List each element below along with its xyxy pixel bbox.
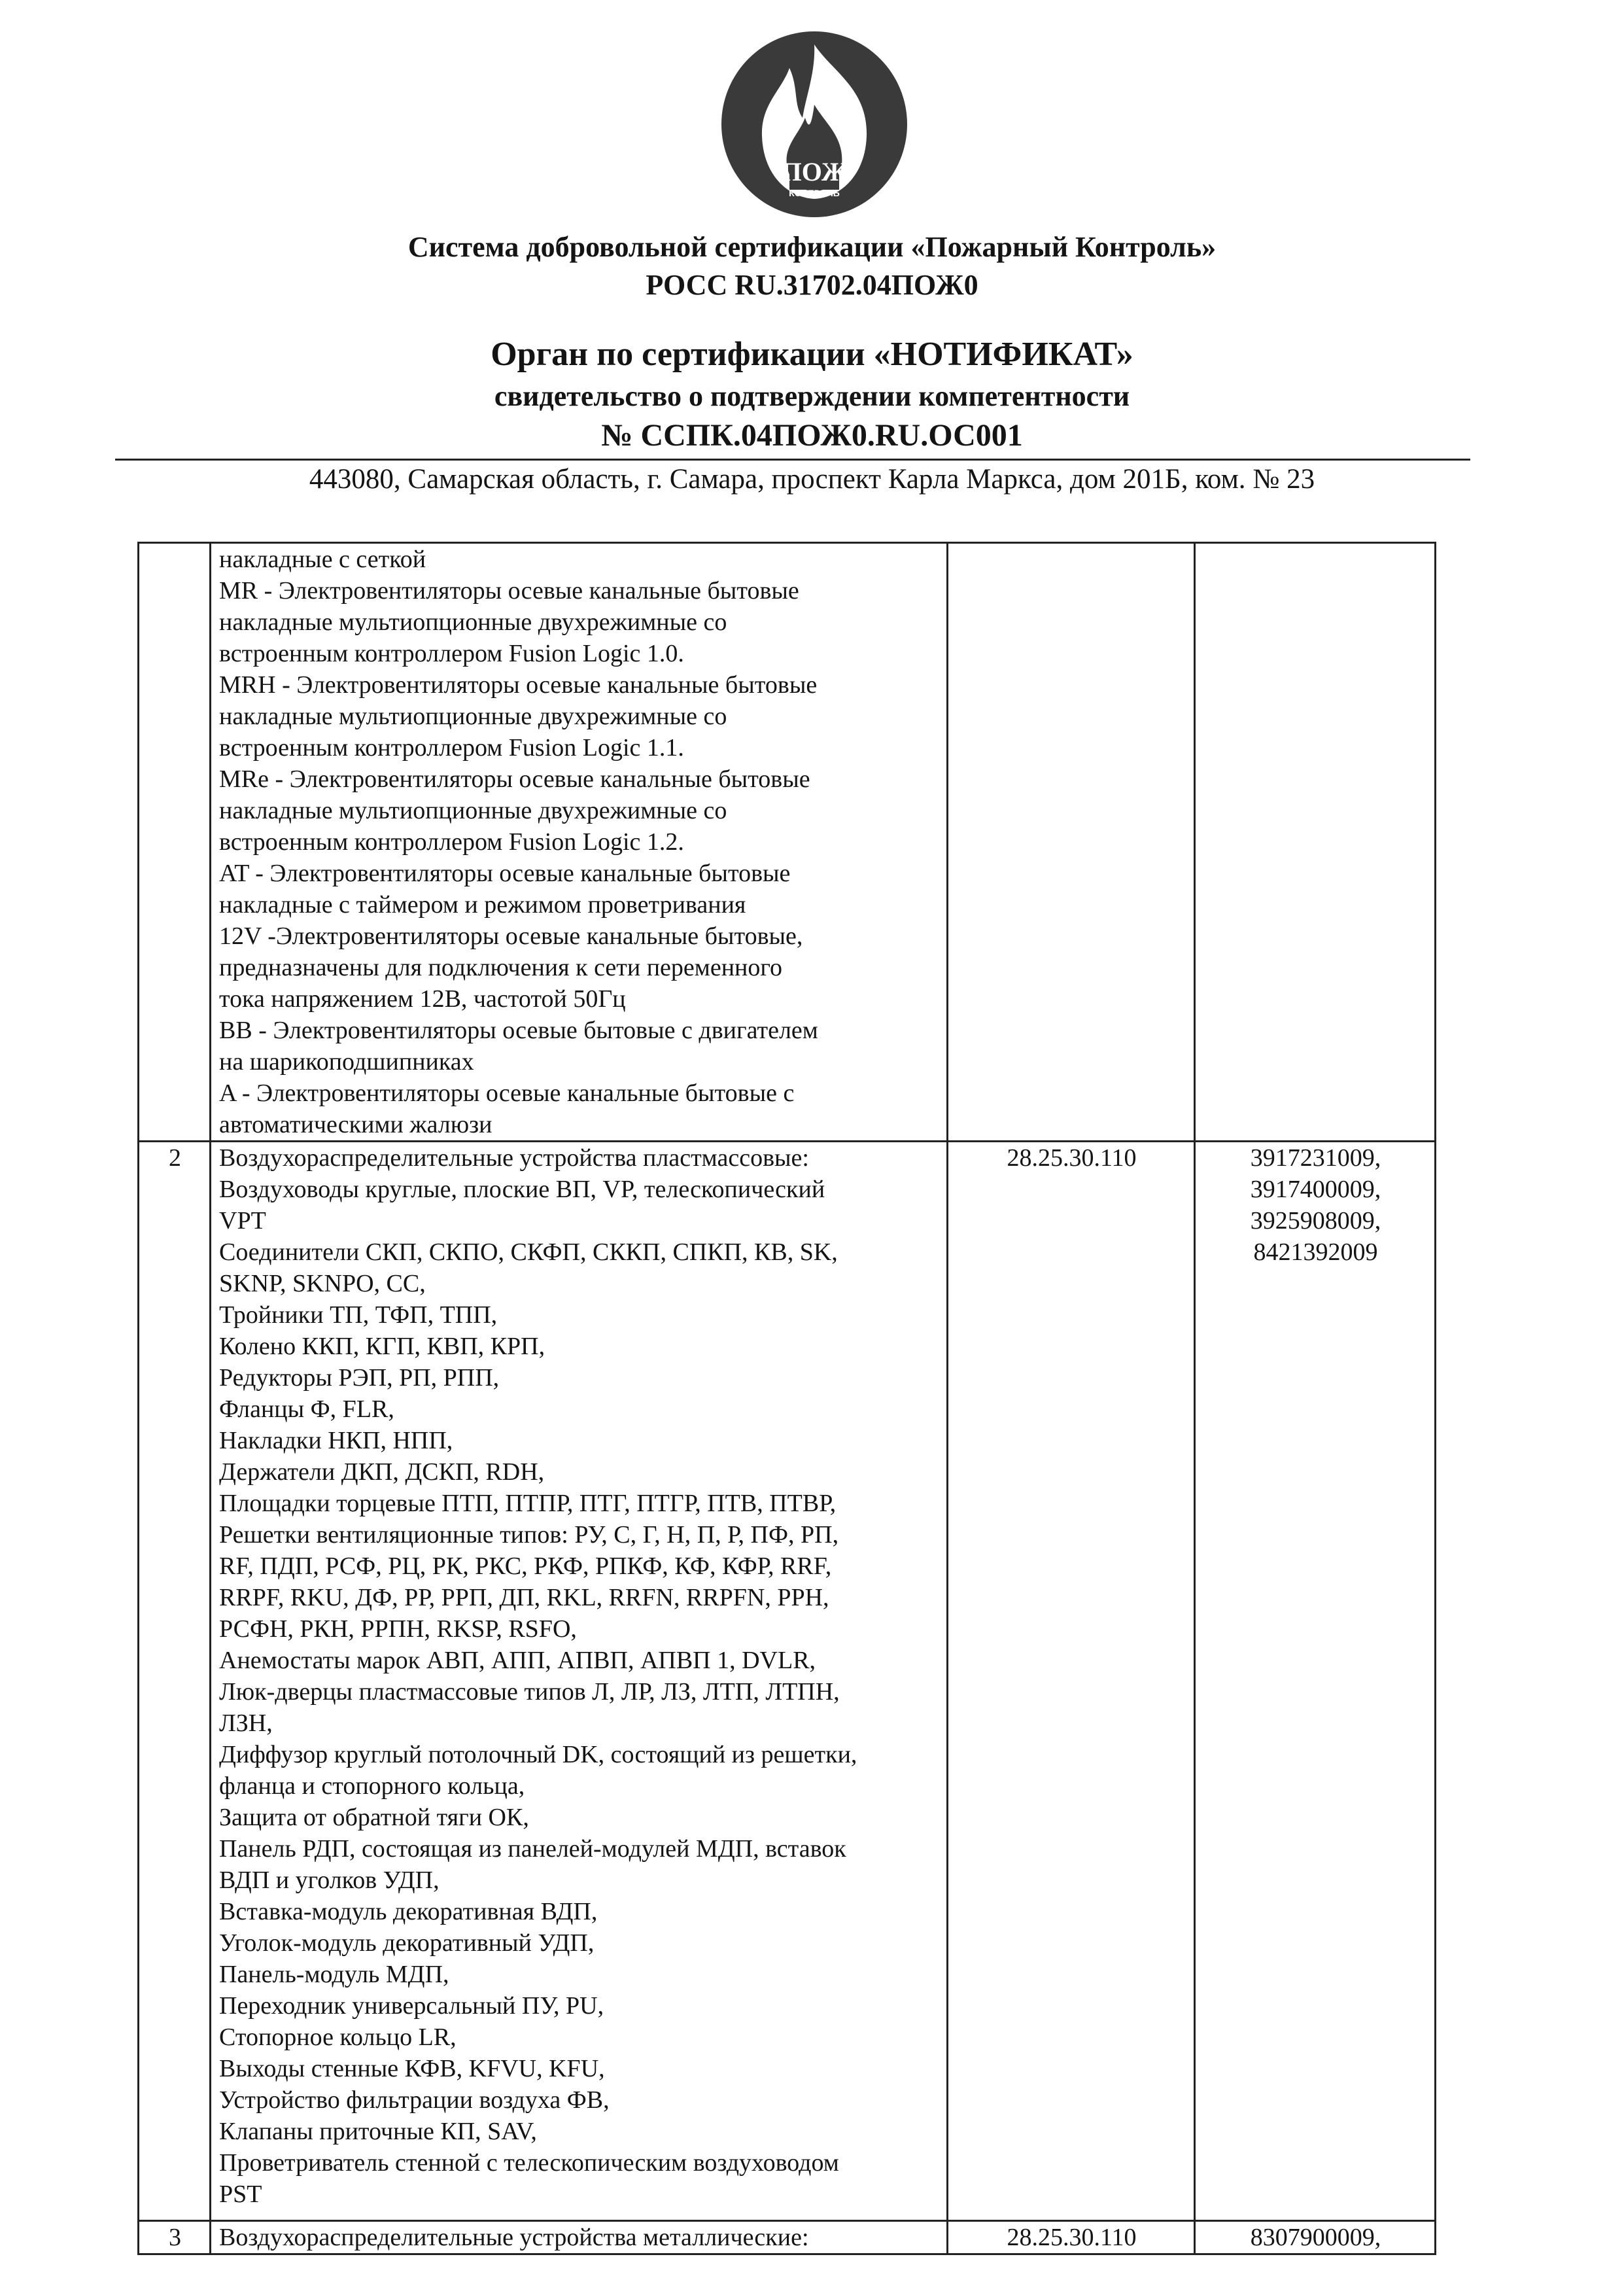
description-line: 12V -Электровентиляторы осевые канальные бытовые, [219, 922, 803, 950]
tnved-code: 3925908009, [1250, 1207, 1381, 1235]
description-line: Панель-модуль МДП, [219, 1961, 449, 1988]
okpd2-code: 28.25.30.110 [948, 2221, 1195, 2254]
description-line: A - Электровентиляторы осевые канальные бытовые с [219, 1079, 795, 1107]
description-line: Соединители СКП, СКПО, СКФП, СККП, СПКП, КВ, SK, [219, 1238, 838, 1266]
description-line: Уголок-модуль декоративный УДП, [219, 1929, 595, 1957]
tnved-codes [1195, 2221, 1436, 2254]
description-line: RF, ПДП, РСФ, РЦ, РК, РКС, РКФ, РПКФ, КФ, КФР, RRF, [219, 1552, 832, 1580]
description-line: фланца и стопорного кольца, [219, 1772, 525, 1800]
description-line: Люк-дверцы пластмассовые типов Л, ЛР, ЛЗ, ЛТП, ЛТПН, [219, 1678, 840, 1706]
description-line: Колено ККП, КГП, КВП, КРП, [219, 1333, 545, 1360]
description-line: Редукторы РЭП, РП, РПП, [219, 1364, 500, 1392]
description-line: Площадки торцевые ПТП, ПТПР, ПТГ, ПТГР, ПТВ, ПТВР, [219, 1490, 837, 1517]
header-divider [115, 459, 1470, 461]
product-description [211, 2221, 948, 2254]
description-line: Воздуховоды круглые, плоские ВП, VP, телескопический [219, 1176, 825, 1203]
logo-subtext: КОНТРОЛЬ [789, 188, 840, 198]
products-table [137, 542, 1436, 2255]
description-line: SKNP, SKNPO, CC, [219, 1270, 426, 1297]
description-line: накладные мультиопционные двухрежимные со [219, 608, 727, 636]
tnved-codes [1195, 543, 1436, 1142]
table-row [139, 1142, 1436, 2221]
certification-body-name: Орган по сертификации «НОТИФИКАТ» [491, 336, 1133, 373]
tnved-code: 8307900009, [1250, 2224, 1381, 2251]
description-line: Накладки НКП, НПП, [219, 1427, 453, 1454]
description-line: MRH - Электровентиляторы осевые канальные бытовые [219, 671, 818, 699]
description-line: встроенным контроллером Fusion Logic 1.0. [219, 640, 684, 667]
tnved-codes [1195, 1142, 1436, 2221]
description-line: RRPF, RKU, ДФ, РР, РРП, ДП, RKL, RRFN, RRPFN, РРН, [219, 1584, 829, 1611]
description-line: накладные с таймером и режимом проветривания [219, 891, 746, 919]
description-line: встроенным контроллером Fusion Logic 1.2. [219, 828, 684, 856]
logo-text: ПОЖ [781, 157, 848, 186]
description-line: Клапаны приточные КП, SAV, [219, 2118, 537, 2145]
row-number [139, 543, 211, 1142]
description-line: Переходник универсальный ПУ, PU, [219, 1992, 604, 2020]
okpd2-code [948, 543, 1195, 1142]
description-line: BB - Электровентиляторы осевые бытовые с двигателем [219, 1017, 818, 1044]
description-line: накладные мультиопционные двухрежимные со [219, 797, 727, 824]
description-line: PST [219, 2181, 262, 2208]
description-line: РСФН, РКН, РРПН, RKSP, RSFO, [219, 1615, 577, 1643]
description-line: Воздухораспределительные устройства металлические: [219, 2224, 809, 2251]
competence-certificate: свидетельство о подтверждении компетентности [494, 380, 1130, 412]
description-line: Диффузор круглый потолочный DK, состоящий из решетки, [219, 1741, 857, 1768]
description-line: Держатели ДКП, ДСКП, RDH, [219, 1458, 545, 1486]
table-row [139, 2221, 1436, 2254]
product-description [211, 543, 948, 1142]
description-line: автоматическими жалюзи [219, 1111, 492, 1138]
tnved-code: 3917400009, [1250, 1176, 1381, 1203]
okpd2-code: 28.25.30.110 [948, 1142, 1195, 2221]
system-registration: РОСС RU.31702.04ПОЖ0 [646, 269, 978, 301]
description-line: Устройство фильтрации воздуха ФВ, [219, 2086, 610, 2114]
row-number: 2 [139, 1142, 211, 2221]
tnved-code: 3917231009, [1250, 1144, 1381, 1172]
description-line: AT - Электровентиляторы осевые канальные бытовые [219, 860, 791, 887]
description-line: Проветриватель стенной с телескопическим воздуховодом [219, 2149, 839, 2177]
tnved-code: 8421392009 [1253, 1238, 1378, 1266]
description-line: Фланцы Ф, FLR, [219, 1395, 394, 1423]
system-name: Система добровольной сертификации «Пожарный Контроль» [407, 231, 1217, 263]
description-line: MR - Электровентиляторы осевые канальные бытовые [219, 577, 799, 604]
description-line: Анемостаты марок АВП, АПП, АПВП, АПВП 1, DVLR, [219, 1647, 816, 1674]
description-line: накладные мультиопционные двухрежимные со [219, 703, 727, 730]
description-line: MRe - Электровентиляторы осевые канальные бытовые [219, 765, 810, 793]
table-row [139, 543, 1436, 1142]
description-line: Панель РДП, состоящая из панелей-модулей МДП, вставок [219, 1835, 846, 1863]
description-line: ВДП и уголков УДП, [219, 1866, 440, 1894]
address: 443080, Самарская область, г. Самара, проспект Карла Маркса, дом 201Б, ком. № 23 [309, 464, 1315, 495]
product-description [211, 1142, 948, 2221]
description-line: Решетки вентиляционные типов: РУ, С, Г, Н, П, Р, ПФ, РП, [219, 1521, 839, 1549]
description-line: встроенным контроллером Fusion Logic 1.1. [219, 734, 684, 762]
pozh-kontrol-logo [716, 26, 912, 222]
description-line: Воздухораспределительные устройства пластмассовые: [219, 1144, 809, 1172]
certificate-number: № ССПК.04ПОЖ0.RU.ОС001 [601, 418, 1023, 453]
description-line: предназначены для подключения к сети переменного [219, 954, 783, 981]
description-line: Вставка-модуль декоративная ВДП, [219, 1898, 598, 1925]
description-line: ЛЗН, [219, 1709, 273, 1737]
description-line: VPT [219, 1207, 266, 1235]
description-line: на шарикоподшипниках [219, 1048, 474, 1076]
description-line: Тройники ТП, ТФП, ТПП, [219, 1301, 498, 1329]
description-line: Выходы стенные КФВ, KFVU, KFU, [219, 2055, 605, 2082]
description-line: Защита от обратной тяги ОК, [219, 1804, 529, 1831]
description-line: накладные с сеткой [219, 546, 426, 573]
description-line: тока напряжением 12В, частотой 50Гц [219, 985, 626, 1013]
description-line: Стопорное кольцо LR, [219, 2023, 457, 2051]
row-number: 3 [139, 2221, 211, 2254]
